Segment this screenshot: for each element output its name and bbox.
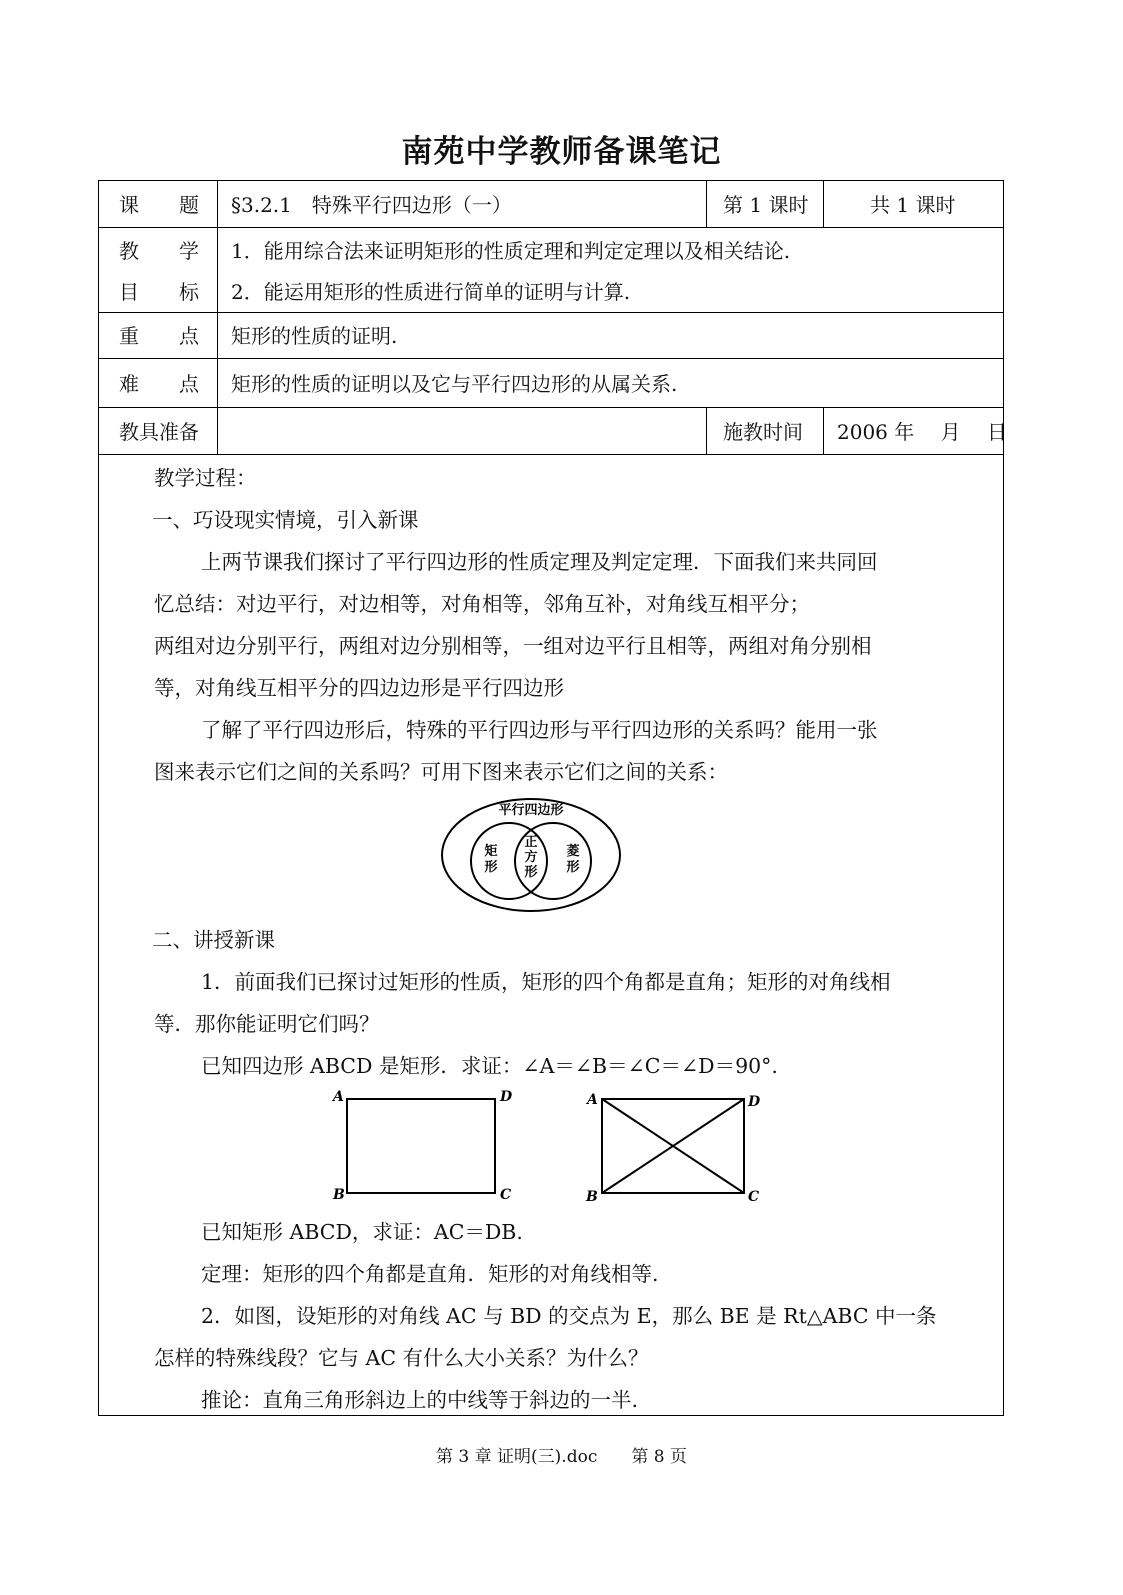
section-heading: 二、讲授新课 bbox=[152, 928, 275, 952]
lesson-number: 第 1 课时 bbox=[723, 193, 809, 217]
paragraph-line: 已知四边形 ABCD 是矩形．求证：∠A＝∠B＝∠C＝∠D＝90°. bbox=[201, 1054, 778, 1078]
section-heading: 一、巧设现实情境，引入新课 bbox=[152, 508, 419, 532]
vertex-label: C bbox=[500, 1187, 512, 1203]
paragraph-line: 等．那你能证明它们吗？ bbox=[154, 1012, 380, 1036]
paragraph-line: 2．如图，设矩形的对角线 AC 与 BD 的交点为 E，那么 BE 是 Rt△ABC 中一条 bbox=[201, 1304, 937, 1328]
paragraph-line: 忆总结：对边平行，对边相等，对角相等，邻角互补，对角线互相平分； bbox=[154, 592, 810, 616]
vertex-label: D bbox=[748, 1094, 761, 1110]
paragraph-line: 已知矩形 ABCD，求证：AC＝DB. bbox=[201, 1220, 523, 1244]
teaching-time-value: 2006 年 月 日 bbox=[837, 420, 1007, 444]
key-point-label: 重 点 bbox=[119, 324, 199, 348]
process-heading: 教学过程： bbox=[154, 466, 257, 490]
goals-label-line1: 教 学 bbox=[119, 239, 199, 263]
vertex-label: A bbox=[333, 1089, 344, 1105]
venn-left-label: 矩形 bbox=[484, 844, 498, 875]
vertex-label: B bbox=[586, 1189, 598, 1205]
col-divider bbox=[217, 181, 218, 454]
goal-item: 2．能运用矩形的性质进行简单的证明与计算. bbox=[231, 280, 631, 304]
paragraph-line: 等，对角线互相平分的四边边形是平行四边形 bbox=[154, 676, 564, 700]
difficulty-label: 难 点 bbox=[119, 372, 199, 396]
col-divider bbox=[706, 181, 707, 227]
page-footer: 第 3 章 证明(三).doc 第 8 页 bbox=[436, 1447, 687, 1467]
venn-right-label: 菱形 bbox=[566, 844, 580, 875]
paragraph-line: 图来表示它们之间的关系吗？可用下图来表示它们之间的关系： bbox=[154, 760, 728, 784]
col-divider bbox=[706, 407, 707, 454]
key-point-value: 矩形的性质的证明. bbox=[231, 324, 398, 348]
goal-item: 1．能用综合法来证明矩形的性质定理和判定定理以及相关结论. bbox=[231, 239, 791, 263]
vertex-label: C bbox=[748, 1189, 760, 1205]
topic-value: §3.2.1 特殊平行四边形（一） bbox=[231, 193, 512, 217]
row-divider bbox=[99, 407, 1003, 408]
teaching-time-label: 施教时间 bbox=[723, 420, 803, 444]
topic-label: 课 题 bbox=[119, 193, 199, 217]
paragraph-line: 了解了平行四边形后，特殊的平行四边形与平行四边形的关系吗？能用一张 bbox=[201, 718, 878, 742]
theorem-line: 定理：矩形的四个角都是直角．矩形的对角线相等. bbox=[201, 1262, 659, 1286]
lesson-body-continued bbox=[154, 919, 984, 1087]
goals-label-line2: 目 标 bbox=[119, 280, 199, 304]
row-divider bbox=[99, 227, 1003, 228]
vertex-label: A bbox=[587, 1092, 598, 1108]
venn-outer-label: 平行四边形 bbox=[498, 803, 564, 818]
quadrilateral-venn-diagram bbox=[439, 793, 624, 913]
rectangle-with-diagonals-figure bbox=[584, 1087, 784, 1205]
paragraph-line: 1．前面我们已探讨过矩形的性质，矩形的四个角都是直角；矩形的对角线相 bbox=[201, 970, 891, 994]
vertex-label: B bbox=[333, 1187, 345, 1203]
col-divider bbox=[823, 407, 824, 454]
row-divider bbox=[99, 454, 1003, 455]
paragraph-line: 两组对边分别平行，两组对边分别相等，一组对边平行且相等，两组对角分别相 bbox=[154, 634, 872, 658]
lesson-total: 共 1 课时 bbox=[870, 193, 956, 217]
vertex-label: D bbox=[500, 1089, 513, 1105]
lesson-body bbox=[154, 457, 984, 793]
paragraph-line: 上两节课我们探讨了平行四边形的性质定理及判定定理．下面我们来共同回 bbox=[201, 550, 878, 574]
row-divider bbox=[99, 312, 1003, 313]
rectangle-figure bbox=[329, 1087, 529, 1205]
corollary-line: 推论：直角三角形斜边上的中线等于斜边的一半. bbox=[201, 1388, 639, 1412]
difficulty-value: 矩形的性质的证明以及它与平行四边形的从属关系. bbox=[231, 372, 678, 396]
venn-middle-label: 正方形 bbox=[524, 835, 538, 880]
lesson-plan-table bbox=[98, 180, 1007, 1416]
row-divider bbox=[99, 358, 1003, 359]
paragraph-line: 怎样的特殊线段？它与 AC 有什么大小关系？为什么？ bbox=[154, 1346, 649, 1370]
tools-label: 教具准备 bbox=[119, 420, 199, 444]
lesson-body-end bbox=[154, 1211, 984, 1421]
page-title: 南苑中学教师备课笔记 bbox=[401, 134, 722, 170]
col-divider bbox=[823, 181, 824, 227]
